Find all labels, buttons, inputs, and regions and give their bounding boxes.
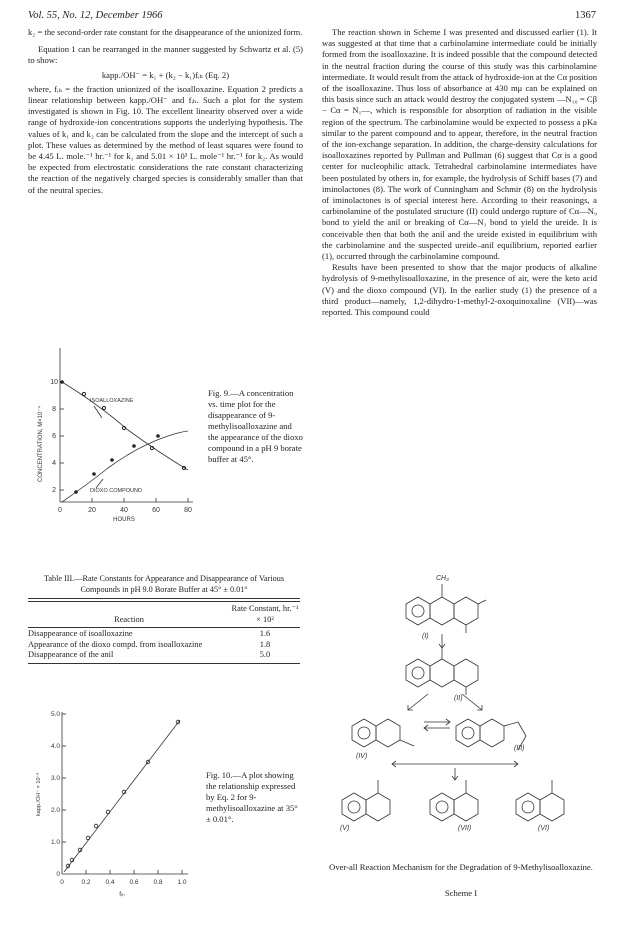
compound-IV-structure (352, 719, 414, 747)
compound-label-III: (III) (514, 745, 525, 752)
methyl-label: CH₃ (436, 575, 449, 582)
fig10-xtick: 0.2 (81, 879, 91, 886)
fig9-xtick: 80 (184, 507, 192, 514)
table-row (28, 640, 300, 651)
fig10-ytick: 3.0 (50, 775, 60, 782)
fig9-xtick: 0 (58, 507, 62, 514)
right-column (322, 27, 597, 318)
fig10-ytick: 1.0 (50, 839, 60, 846)
equation-2: kapp./OH⁻ = k₁ + (k₂ − k₁)fᵢₕ (Eq. 2) (101, 69, 230, 80)
figure-10-plot (28, 706, 198, 906)
scheme-caption: Over-all Reaction Mechanism for the Degradation of 9-Methylisoalloxazine. (329, 862, 593, 872)
fig10-ytick: 2.0 (50, 807, 60, 814)
fig9-ytick: 4 (52, 460, 56, 467)
fig9-ylabel: CONCENTRATION, M×10⁻⁴ (38, 405, 44, 482)
table-row (28, 650, 300, 661)
page-number: 1367 (575, 10, 596, 21)
fig10-xtick: 0.4 (105, 879, 115, 886)
fig10-xtick: 1.0 (177, 879, 187, 886)
fig9-ytick: 2 (52, 487, 56, 494)
journal-header: Vol. 55, No. 12, December 1966 (28, 10, 163, 21)
fig9-label-isoalloxazine: ISOALLOXAZINE (90, 398, 134, 404)
fig10-ylabel: kapp./OH⁻ × 10⁻³ (36, 772, 42, 816)
k2-definition: k₂ = the second-order rate constant for the disappearance of the unionized form. (28, 27, 303, 37)
fig10-xlabel: fᵢₕ (119, 891, 125, 898)
figure-9-plot (28, 342, 203, 522)
fig9-xtick: 20 (88, 507, 96, 514)
fig10-xtick: 0.8 (153, 879, 163, 886)
fig10-ytick: 0 (56, 871, 60, 878)
fig10-ytick: 5.0 (50, 711, 60, 718)
table-cell-reaction: Appearance of the dioxo compd. from isoalloxazine (28, 639, 203, 649)
compound-label-II: (II) (454, 695, 463, 702)
compound-label-IV: (IV) (356, 753, 368, 760)
compound-VI-structure (516, 780, 564, 821)
table-3 (28, 574, 300, 664)
table-cell-reaction: Disappearance of isoalloxazine (28, 629, 133, 638)
figure-10-caption: Fig. 10.—A plot showing the relationship expressed by Eq. 2 for 9-methylisoalloxazine at 35° ± 0.01°. (206, 770, 298, 824)
compound-VII-structure (430, 780, 478, 821)
compound-label-I: (I) (422, 633, 429, 640)
figure-9-caption: Fig. 9.—A concentration vs. time plot for the disappearance of 9-methylisoalloxazine and the appearance of the dioxo compound in a pH 9 borate buffer at 45°. (208, 388, 303, 464)
scheme-1-diagram (322, 554, 600, 854)
table-cell-rate: 1.8 (259, 639, 271, 649)
left-paragraph-1: Equation 1 can be rearranged in the manner suggested by Schwartz et al. (5) to show: (28, 44, 303, 66)
compound-II-structure (406, 648, 478, 695)
table-cell-rate: 1.6 (259, 629, 271, 638)
fig9-label-dioxo: DIOXO COMPOUND (90, 488, 142, 494)
compound-V-structure (342, 780, 390, 821)
table-3-title: Table III.—Rate Constants for Appearance and Disappearance of Various Compounds in pH 9.0 Borate Buffer at 45° ± 0.01° (43, 574, 285, 594)
fig9-yticks-marks (60, 382, 64, 490)
fig9-ytick: 8 (52, 406, 56, 413)
table-cell-rate: 5.0 (259, 650, 271, 659)
right-paragraph-2: Results have been presented to show that the major products of alkaline hydrolysis of 9-methylisoalloxazine, in the presence of air, were the keto acid (V) and the dioxo compound (VI). In the earlier study (1) the presence of a third product—namely, 1,2-dihydro-1-methyl-2-oxoquinoxaline (VII)—was reported. This compound could (322, 262, 597, 318)
left-column (28, 27, 303, 196)
table-row (28, 629, 300, 640)
table-cell-reaction: Disappearance of the anil (28, 650, 114, 659)
fig9-xtick: 60 (152, 507, 160, 514)
compound-label-VII: (VII) (458, 825, 472, 832)
fig9-xlabel: HOURS (113, 517, 135, 522)
fig10-xtick: 0 (60, 879, 64, 886)
fig10-xtick: 0.6 (129, 879, 139, 886)
fig9-ytick: 6 (52, 433, 56, 440)
left-paragraph-2: where, fᵢₕ = the fraction unionized of the isoalloxazine. Equation 2 predicts a linear relationship between kapp./OH⁻ and fᵢₕ. Such a plot for the system investigated is shown in Fig. 10. The excellent linearity observed over a wide range of hydroxide-ion concentrations supports the underlying hypothesis. The values of k₁ and k₂ can be calculated from the slope and the intercept of such a plot. These values as determined by the method of least squares were found to be 4.45 L. mole.⁻¹ hr.⁻¹ for k₁ and 5.01 × 10³ L. mole⁻¹ hr.⁻¹ for k₂. As would be expected from electrostatic considerations the rate constant characterizing the reaction of the negatively charged species is considerably smaller than that of the neutral species. (28, 83, 303, 195)
fig9-ytick: 10 (50, 379, 58, 386)
fig9-xtick: 40 (120, 507, 128, 514)
fig10-ytick: 4.0 (50, 743, 60, 750)
compound-label-VI: (VI) (538, 825, 550, 832)
scheme-label: Scheme I (444, 888, 478, 898)
table-3-header-rate: Rate Constant, hr.⁻¹ × 10² (231, 604, 299, 624)
compound-I-structure (406, 584, 486, 633)
compound-label-V: (V) (340, 825, 350, 832)
table-3-header-reaction: Reaction (114, 614, 144, 624)
right-paragraph-1: The reaction shown in Scheme I was presented and discussed earlier (1). It was suggested at that time that a carbinolamine intermediate could be initially formed from the isoalloxazine. It is indeed possible that the compound detected in the neutral fraction during the course of this study was this carbinolamine intermediate. It would result from the attack of hydroxide-ion at the Cα position of the isoalloxazine. Thus loss of absorbance at 430 mμ can be explained on this basis since such an attack would destroy the conjugated system —N₁₀ = Cβ − Cα = N₁—, which is responsible for absorption of radiation in the visible region of the spectrum. The carbinolamine would be expected to possess a pKa similar to the parent compound and to appear, therefore, in the neutral fraction of the ion-exchange separation. In addition, the charge-density calculations for isoalloxazines reported by Pullman and Pullman (6) suggest that Cα is a good center for nucleophilic attack. Tetrahedral carbinolamine intermediates have been postulated by others in, for example, the hydrolysis of Schiff bases (7) and iminolactones (8). The work of Cunningham and Schmir (8) on the hydrolysis of iminolactones is of special interest here. According to their reasonings, a carbinolamine of the postulated structure (II) could undergo rupture of Cα—N₉ bond to yield the anil or breaking of Cα—N₁ bond to yield the ureide. It is conceivable then that both the anil and the ureide existed in equilibrium with the carbinolamine and the suspected ureide–anil equilibrium, reported earlier (1), occurred through the carbinolamine compound. (322, 27, 597, 262)
